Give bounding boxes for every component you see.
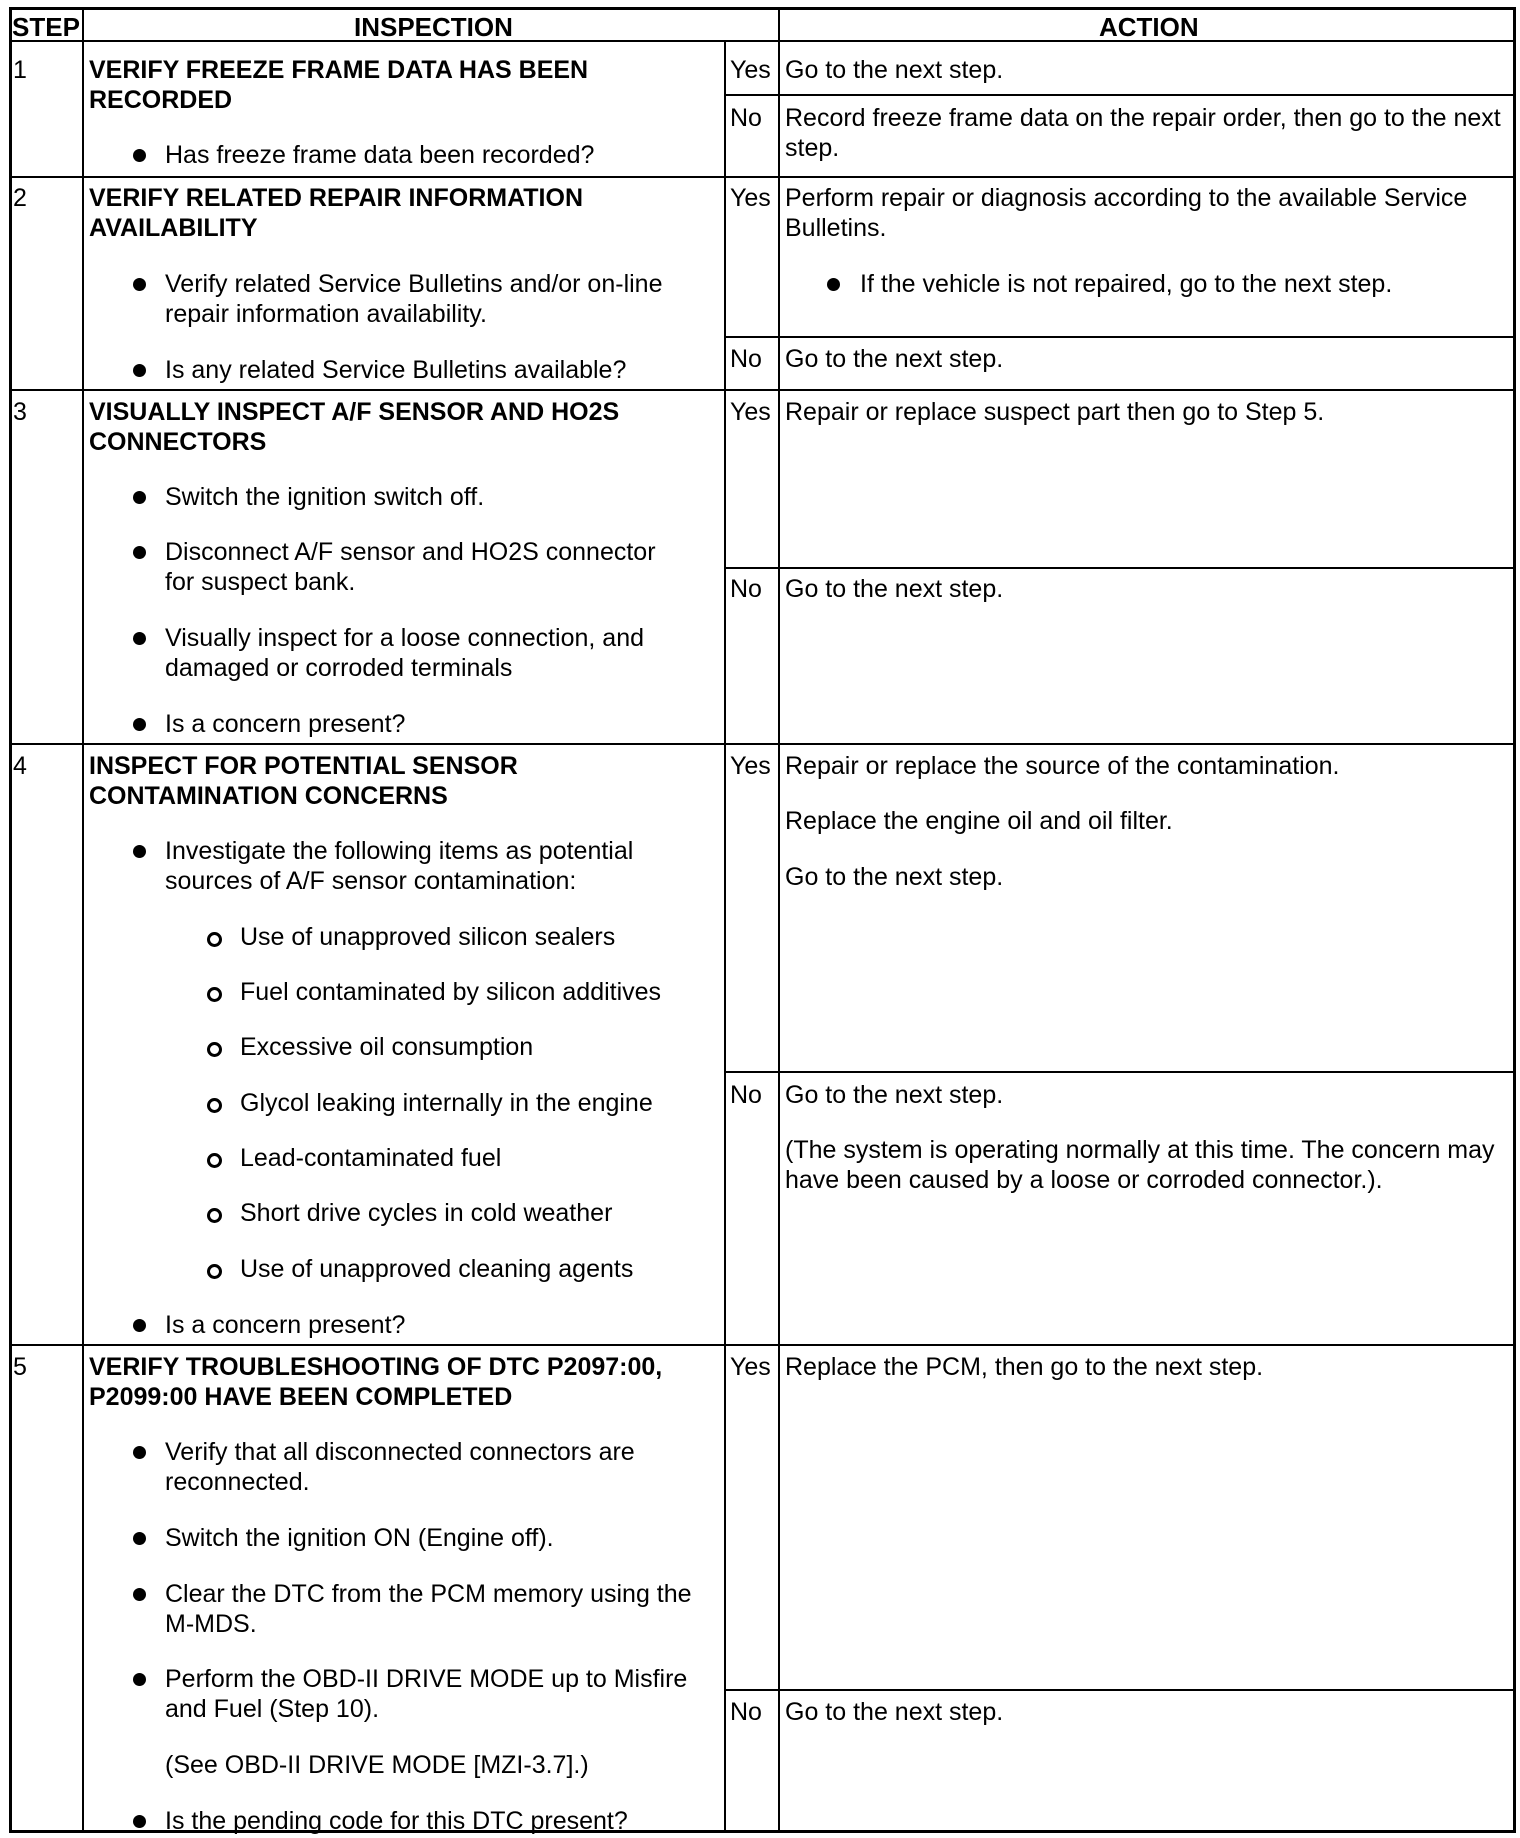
inspection-item: Is a concern present? xyxy=(165,710,406,738)
step-title: INSPECT FOR POTENTIAL SENSOR xyxy=(89,752,518,780)
row-divider-2-3 xyxy=(9,389,1516,391)
step-title: P2099:00 HAVE BEEN COMPLETED xyxy=(89,1383,513,1411)
row-divider-4-5 xyxy=(9,1344,1516,1346)
step-title: RECORDED xyxy=(89,86,233,114)
step-title: CONTAMINATION CONCERNS xyxy=(89,782,448,810)
no-action: Go to the next step. xyxy=(785,1081,1004,1109)
header-inspection: INSPECTION xyxy=(354,12,513,42)
bullet-icon xyxy=(133,1673,146,1686)
step-title: AVAILABILITY xyxy=(89,214,258,242)
no-label: No xyxy=(730,345,762,373)
yes-action: Bulletins. xyxy=(785,214,887,242)
no-label: No xyxy=(730,1081,762,1109)
sub-bullet-icon xyxy=(207,987,222,1002)
sub-bullet-icon xyxy=(207,1042,222,1057)
bullet-icon xyxy=(133,149,146,162)
sub-bullet-icon xyxy=(207,1264,222,1279)
inspection-note: (See OBD-II DRIVE MODE [MZI-3.7].) xyxy=(165,1751,589,1779)
yes-action: Repair or replace the source of the contamination. xyxy=(785,752,1340,780)
inspection-item: sources of A/F sensor contamination: xyxy=(165,867,577,895)
header-action: ACTION xyxy=(1099,12,1199,42)
inspection-item: Is the pending code for this DTC present? xyxy=(165,1807,628,1835)
sub-bullet-icon xyxy=(207,1098,222,1113)
step3-yes-no-divider xyxy=(724,567,1516,569)
inspection-subitem: Use of unapproved silicon sealers xyxy=(240,923,616,951)
no-label: No xyxy=(730,1698,762,1726)
inspection-item: M-MDS. xyxy=(165,1610,257,1638)
bullet-icon xyxy=(133,632,146,645)
inspection-subitem: Use of unapproved cleaning agents xyxy=(240,1255,634,1283)
inspection-item: Investigate the following items as potential xyxy=(165,837,634,865)
yes-action: Go to the next step. xyxy=(785,863,1004,891)
no-action: Go to the next step. xyxy=(785,345,1004,373)
inspection-subitem: Short drive cycles in cold weather xyxy=(240,1199,613,1227)
inspection-item: damaged or corroded terminals xyxy=(165,654,513,682)
header-step: STEP xyxy=(12,12,80,42)
yes-action-bullet: If the vehicle is not repaired, go to the next step. xyxy=(860,270,1393,298)
inspection-item: reconnected. xyxy=(165,1468,310,1496)
inspection-item: Switch the ignition ON (Engine off). xyxy=(165,1524,554,1552)
inspection-item: Disconnect A/F sensor and HO2S connector xyxy=(165,538,656,566)
bullet-icon xyxy=(133,546,146,559)
sub-bullet-icon xyxy=(207,1153,222,1168)
step-column-divider xyxy=(82,7,84,1833)
step-title: VISUALLY INSPECT A/F SENSOR AND HO2S xyxy=(89,398,620,426)
yes-label: Yes xyxy=(730,752,771,780)
bullet-icon xyxy=(133,1588,146,1601)
inspection-item: Is any related Service Bulletins available? xyxy=(165,356,627,384)
inspection-item: Perform the OBD-II DRIVE MODE up to Misfire xyxy=(165,1665,688,1693)
no-action: have been caused by a loose or corroded connector.). xyxy=(785,1166,1383,1194)
yes-action: Repair or replace suspect part then go to Step 5. xyxy=(785,398,1325,426)
yes-action: Replace the PCM, then go to the next step. xyxy=(785,1353,1264,1381)
step1-yes-no-divider xyxy=(724,94,1516,96)
step-title: CONNECTORS xyxy=(89,428,267,456)
step5-yes-no-divider xyxy=(724,1689,1516,1691)
step4-yes-no-divider xyxy=(724,1071,1516,1073)
yes-label: Yes xyxy=(730,56,771,84)
step-number: 4 xyxy=(13,752,27,780)
bullet-icon xyxy=(133,491,146,504)
step-number: 3 xyxy=(13,398,27,426)
bullet-icon xyxy=(133,718,146,731)
step-title: VERIFY FREEZE FRAME DATA HAS BEEN xyxy=(89,56,589,84)
inspection-subitem: Excessive oil consumption xyxy=(240,1033,534,1061)
bullet-icon xyxy=(133,1815,146,1828)
yes-action: Perform repair or diagnosis according to the available Service xyxy=(785,184,1468,212)
yes-action: Go to the next step. xyxy=(785,56,1004,84)
bullet-icon xyxy=(133,1319,146,1332)
bullet-icon xyxy=(827,278,840,291)
no-label: No xyxy=(730,575,762,603)
step-number: 1 xyxy=(13,56,27,84)
no-action: step. xyxy=(785,134,840,162)
inspection-column-divider xyxy=(778,7,780,1833)
yes-label: Yes xyxy=(730,1353,771,1381)
inspection-subitem: Fuel contaminated by silicon additives xyxy=(240,978,662,1006)
bullet-icon xyxy=(133,845,146,858)
inspection-item: repair information availability. xyxy=(165,300,487,328)
inspection-item: Clear the DTC from the PCM memory using the xyxy=(165,1580,692,1608)
inspection-item: Switch the ignition switch off. xyxy=(165,483,485,511)
no-action: Go to the next step. xyxy=(785,1698,1004,1726)
step-title: VERIFY TROUBLESHOOTING OF DTC P2097:00, xyxy=(89,1353,663,1381)
yes-label: Yes xyxy=(730,398,771,426)
inspection-item: for suspect bank. xyxy=(165,568,356,596)
no-action: (The system is operating normally at this time. The concern may xyxy=(785,1136,1495,1164)
inspection-item: Verify that all disconnected connectors are xyxy=(165,1438,635,1466)
sub-bullet-icon xyxy=(207,932,222,947)
step-number: 5 xyxy=(13,1353,27,1381)
bullet-icon xyxy=(133,1532,146,1545)
bullet-icon xyxy=(133,364,146,377)
row-divider-3-4 xyxy=(9,743,1516,745)
step2-yes-no-divider xyxy=(724,336,1516,338)
no-action: Go to the next step. xyxy=(785,575,1004,603)
inspection-item: and Fuel (Step 10). xyxy=(165,1695,380,1723)
no-action: Record freeze frame data on the repair order, then go to the next xyxy=(785,104,1501,132)
inspection-item: Visually inspect for a loose connection, and xyxy=(165,624,645,652)
inspection-item: Is a concern present? xyxy=(165,1311,406,1339)
inspection-subitem: Lead-contaminated fuel xyxy=(240,1144,502,1172)
inspection-item: Has freeze frame data been recorded? xyxy=(165,141,595,169)
yes-action: Replace the engine oil and oil filter. xyxy=(785,807,1173,835)
step-title: VERIFY RELATED REPAIR INFORMATION xyxy=(89,184,583,212)
inspection-subitem: Glycol leaking internally in the engine xyxy=(240,1089,653,1117)
step-number: 2 xyxy=(13,184,27,212)
bullet-icon xyxy=(133,1446,146,1459)
no-label: No xyxy=(730,104,762,132)
yesno-column-divider xyxy=(724,40,726,1833)
row-divider-1-2 xyxy=(9,176,1516,178)
sub-bullet-icon xyxy=(207,1208,222,1223)
yes-label: Yes xyxy=(730,184,771,212)
bullet-icon xyxy=(133,278,146,291)
header-divider xyxy=(9,40,1516,42)
inspection-item: Verify related Service Bulletins and/or on-line xyxy=(165,270,663,298)
